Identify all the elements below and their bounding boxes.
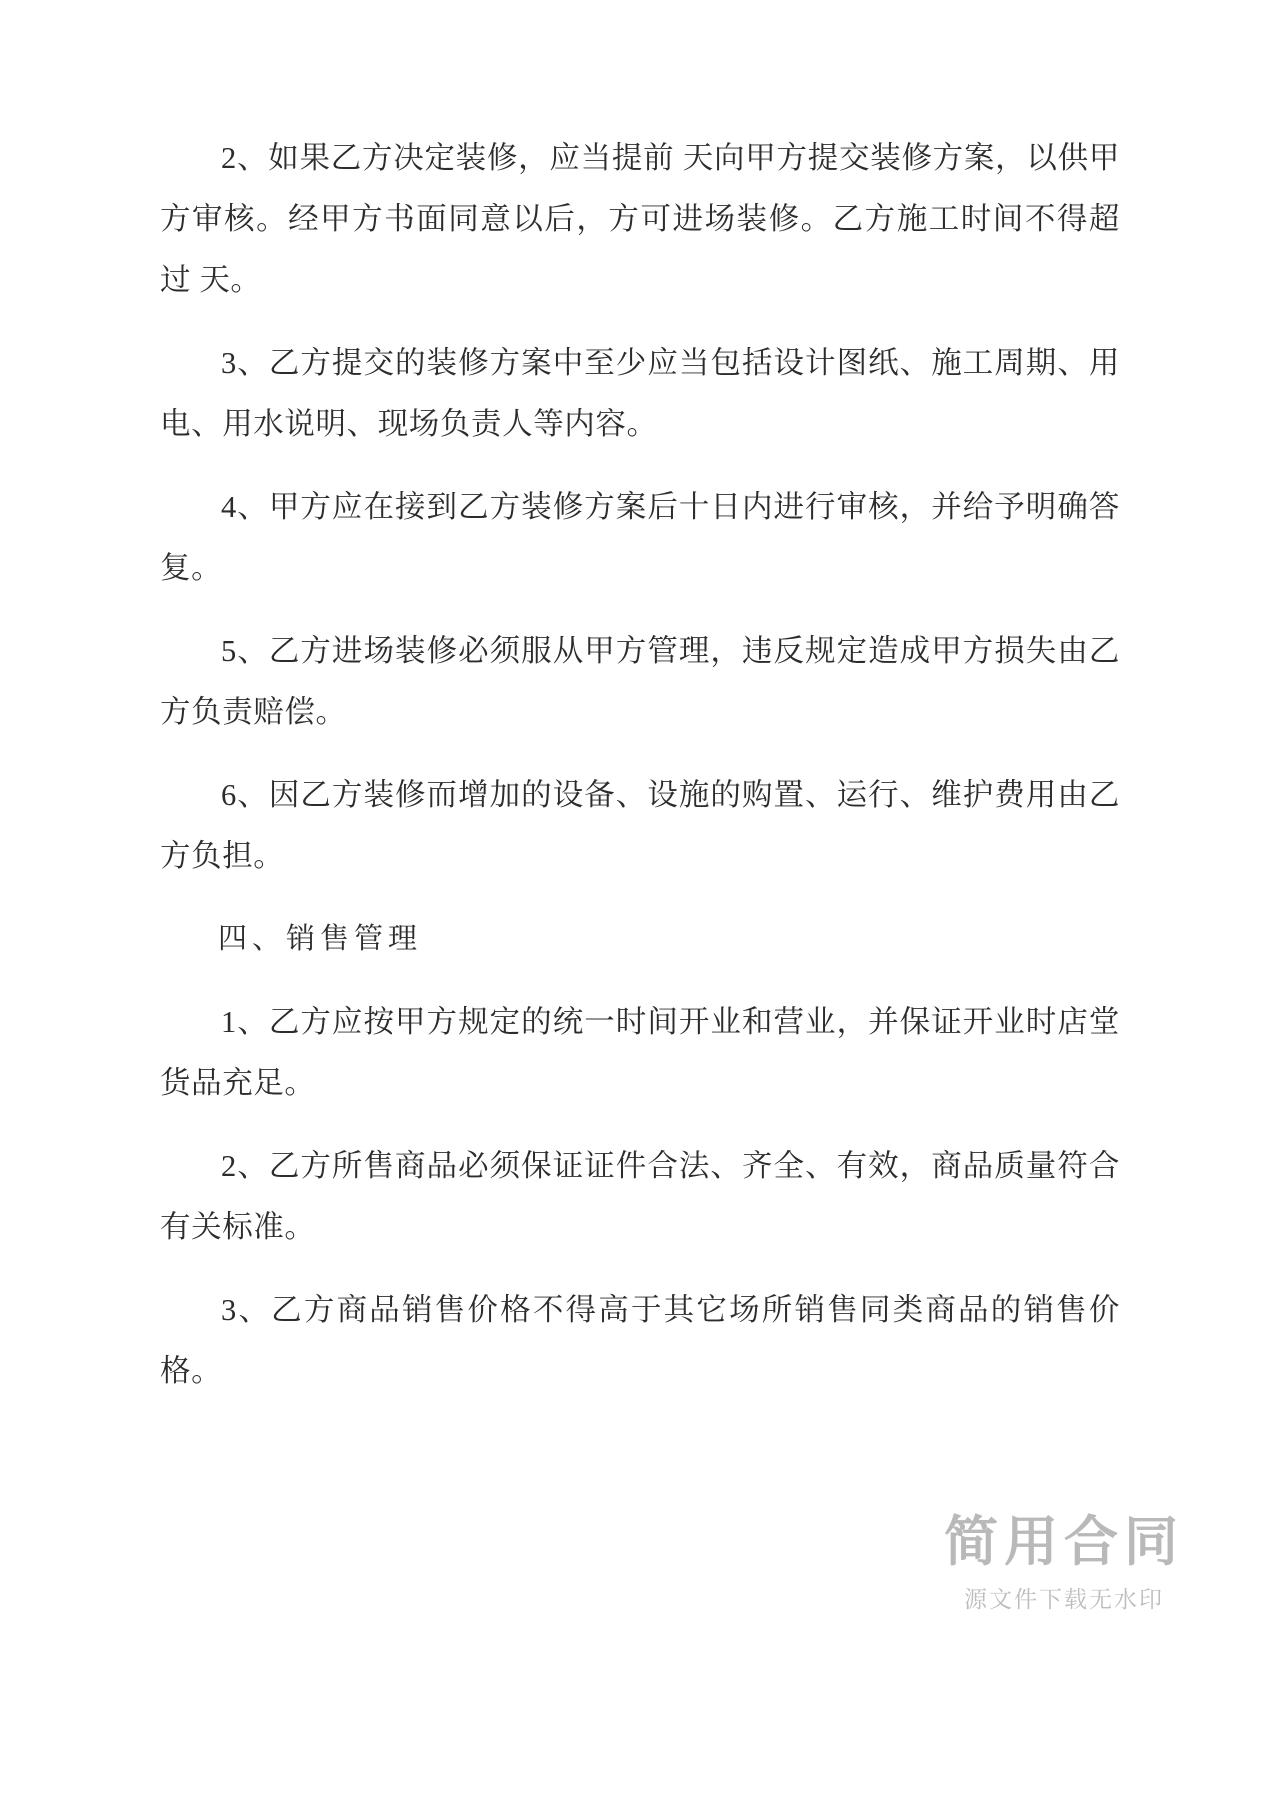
clause-3-2: 2、如果乙方决定装修，应当提前 天向甲方提交装修方案，以供甲方审核。经甲方书面同意以后，方可进场装修。乙方施工时间不得超过 天。 (160, 141, 1120, 297)
clause-4-1: 1、乙方应按甲方规定的统一时间开业和营业，并保证开业时店堂货品充足。 (160, 1005, 1120, 1100)
clause-3-5: 5、乙方进场装修必须服从甲方管理，违反规定造成甲方损失由乙方负责赔偿。 (160, 634, 1120, 729)
clause-3-3: 3、乙方提交的装修方案中至少应当包括设计图纸、施工周期、用电、用水说明、现场负责人等内容。 (160, 346, 1120, 441)
document-text-body (160, 128, 1120, 1402)
watermark-brand-text: 简用合同 (944, 1511, 1184, 1572)
watermark-subtitle-text: 源文件下载无水印 (964, 1586, 1164, 1612)
clause-3-4: 4、甲方应在接到乙方装修方案后十日内进行审核，并给予明确答复。 (160, 490, 1120, 585)
clause-4-2: 2、乙方所售商品必须保证证件合法、齐全、有效，商品质量符合有关标准。 (160, 1149, 1120, 1244)
watermark (904, 1511, 1224, 1614)
clause-4-3: 3、乙方商品销售价格不得高于其它场所销售同类商品的销售价格。 (160, 1293, 1120, 1388)
clause-3-6: 6、因乙方装修而增加的设备、设施的购置、运行、维护费用由乙方负担。 (160, 778, 1120, 873)
section-heading-four: 四、销售管理 (218, 923, 423, 955)
